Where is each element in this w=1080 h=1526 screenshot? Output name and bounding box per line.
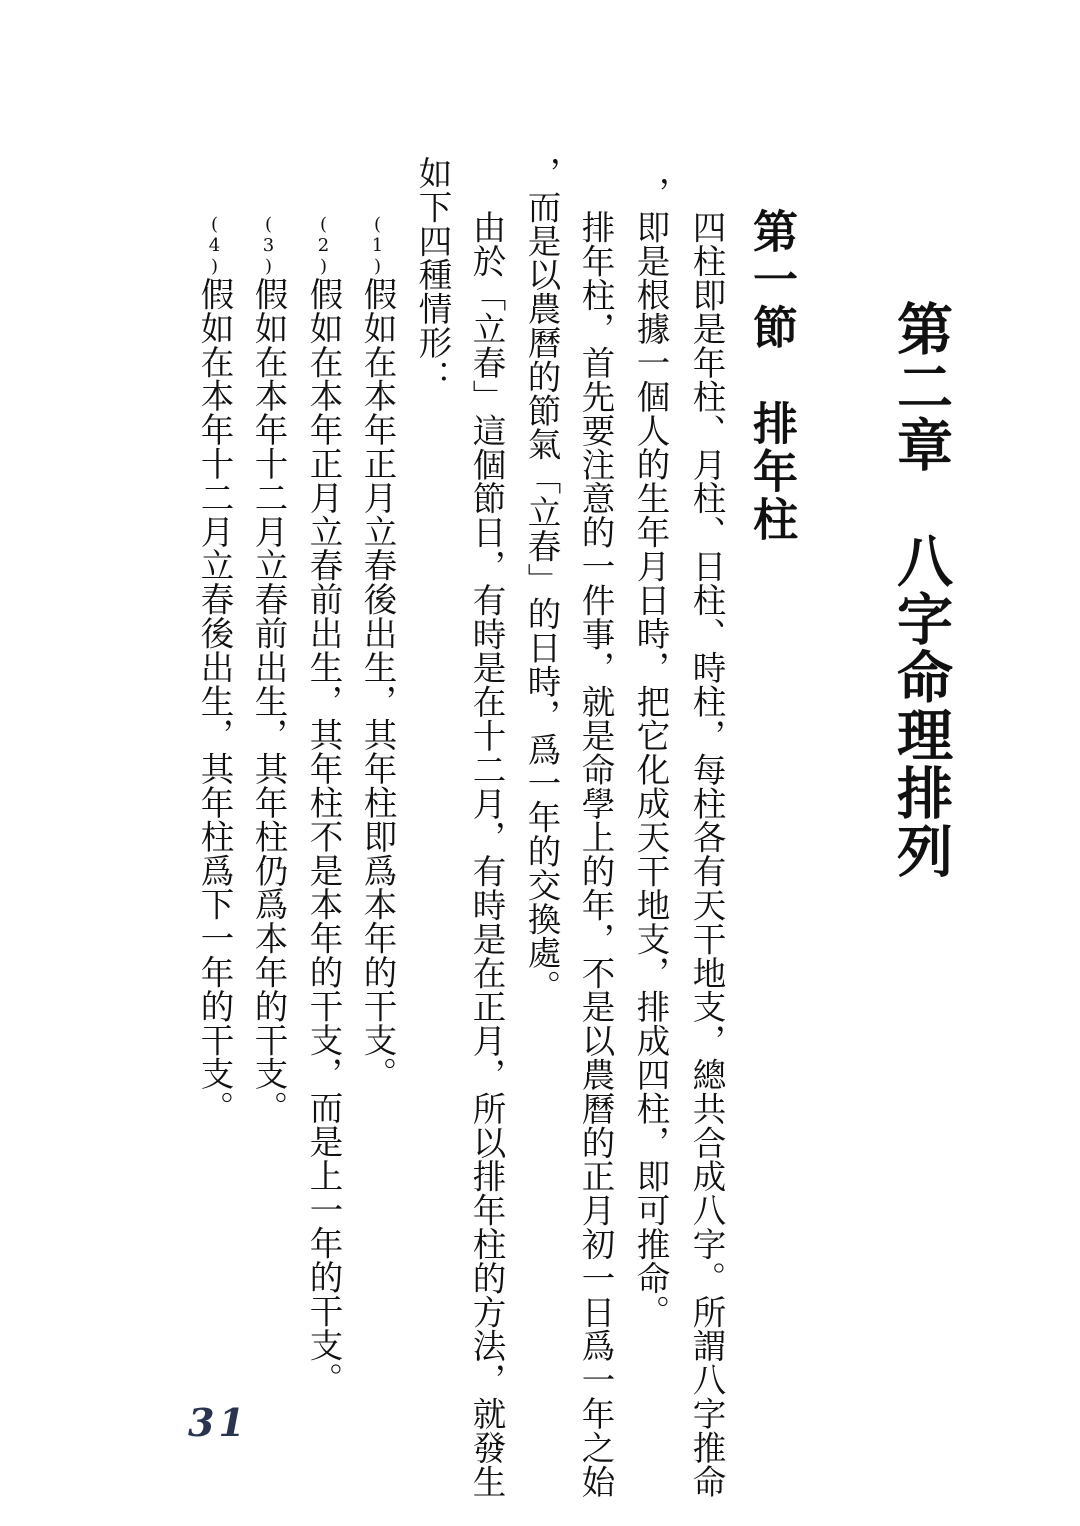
case-number: (1) xyxy=(367,214,388,277)
chapter-title: 第二章 八字命理排列 xyxy=(888,300,953,880)
case-number: (2) xyxy=(313,214,334,277)
case-text: 假如在本年十二月立春前出生，其年柱仍爲本年的干支。 xyxy=(249,277,288,1125)
case-number: (4) xyxy=(204,214,225,277)
page-number: 31 xyxy=(188,1400,249,1445)
paragraph-line: 由於「立春」這個節日，有時是在十二月，有時是在正月，所以排年柱的方法，就發生 xyxy=(467,210,506,1499)
case-number: (3) xyxy=(258,214,279,277)
list-item xyxy=(240,214,296,1125)
paragraph-line: 如下四種情形： xyxy=(413,156,452,394)
section-title: 第一節 排年柱 xyxy=(745,208,798,544)
list-item xyxy=(186,214,242,1125)
case-text: 假如在本年正月立春後出生，其年柱即爲本年的干支。 xyxy=(358,277,397,1091)
list-item xyxy=(295,214,351,1396)
paragraph-line: ，而是以農曆的節氣「立春」的日時，爲一年的交換處。 xyxy=(522,156,561,1004)
paragraph-line: 排年柱，首先要注意的一件事，就是命學上的年，不是以農曆的正月初一日爲一年之始 xyxy=(576,210,615,1499)
case-text: 假如在本年十二月立春後出生，其年柱爲下一年的干支。 xyxy=(195,277,234,1125)
list-item xyxy=(349,214,405,1091)
paragraph-line: 四柱即是年柱、月柱、日柱、時柱，每柱各有天干地支，總共合成八字。所謂八字推命 xyxy=(687,210,726,1499)
case-text: 假如在本年正月立春前出生，其年柱不是本年的干支，而是上一年的干支。 xyxy=(304,277,343,1396)
paragraph-line: ，即是根據一個人的生年月日時，把它化成天干地支，排成四柱，即可推命。 xyxy=(631,176,670,1329)
